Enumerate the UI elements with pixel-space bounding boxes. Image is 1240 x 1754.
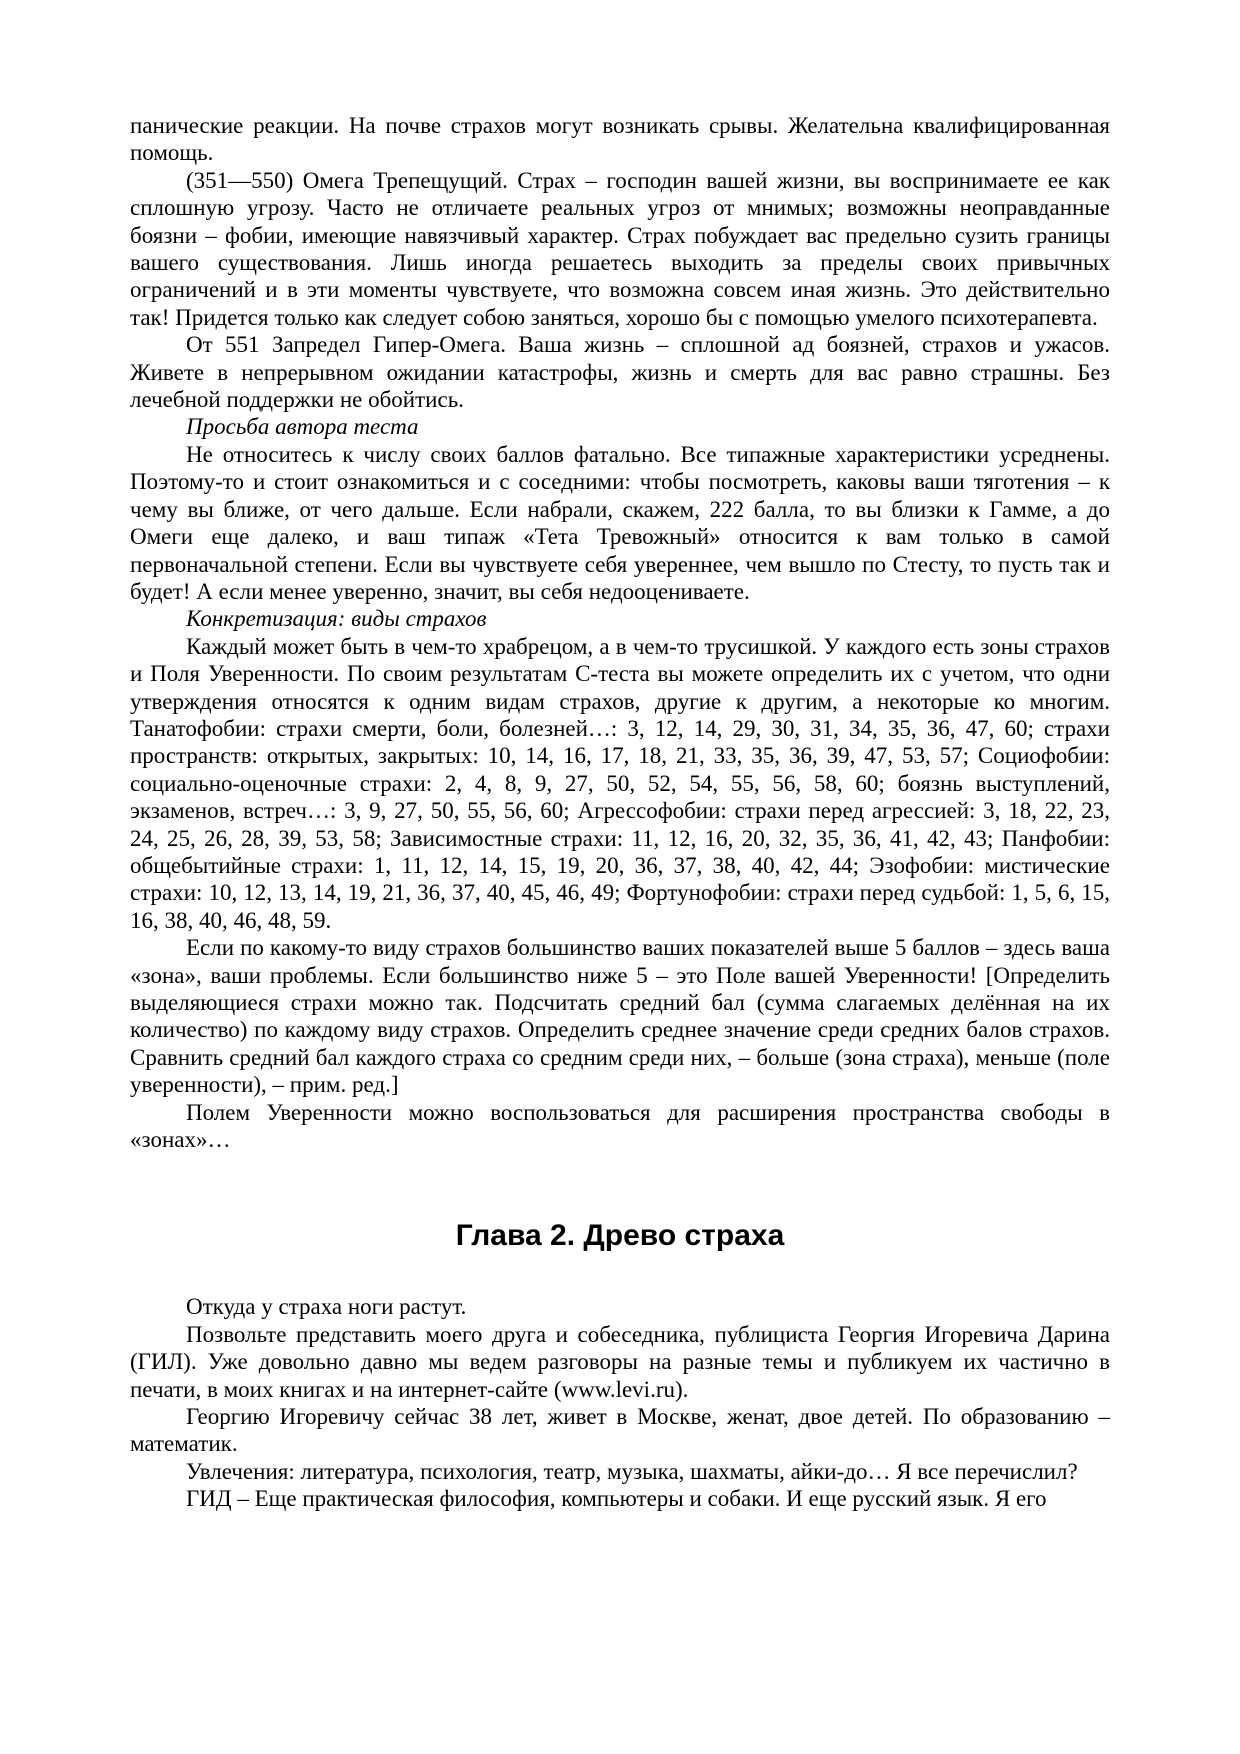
paragraph: Полем Уверенности можно воспользоваться для расширения пространства свободы в «зонах»…: [130, 1099, 1110, 1153]
paragraph: Увлечения: литература, психология, театр, музыка, шахматы, айки-до… Я все перечислил?: [186, 1458, 1078, 1484]
paragraph: От 551 Запредел Гипер-Омега. Ваша жизнь – сплошной ад боязней, страхов и ужасов. Живете в непрерывном ожидании катастрофы, жизнь и смерть для вас равно страшны. Без лечебной поддержки не обойтись.: [130, 332, 1110, 413]
paragraph: Каждый может быть в чем-то храбрецом, а в чем-то трусишкой. У каждого есть зоны страхов и Поля Уверенности. По своим результатам С-теста вы можете определить их с учетом, что одни утверждения относятся к одним видам страхов, другие к другим, а некоторые ко многим. Танатофобии: страхи смерти, боли, болезней…: 3, 12, 14, 29, 30, 31, 34, 35, 36, 47, 60; страхи пространств: открытых, закрытых: 10, 14, 16, 17, 18, 21, 33, 35, 36, 39, 47, 53, 57; Социофобии: социально-оценочные страхи: 2, 4, 8, 9, 27, 50, 52, 54, 55, 56, 58, 60; боязнь выступлений, экзаменов, встреч…: 3, 9, 27, 50, 55, 56, 60; Агрессофобии: страхи перед агрессией: 3, 18, 22, 23, 24, 25, 26, 28, 39, 53, 58; Зависимостные страхи: 11, 12, 16, 20, 32, 35, 36, 41, 42, 43; Панфобии: общебытийные страхи: 1, 11, 12, 14, 15, 19, 20, 36, 37, 38, 40, 42, 44; Эзофобии: мистические страхи: 10, 12, 13, 14, 19, 21, 36, 37, 40, 45, 46, 49; Фортунофобии: страхи перед судьбой: 1, 5, 6, 15, 16, 38, 40, 46, 48, 59.: [130, 633, 1110, 933]
paragraph: (351—550) Омега Трепещущий. Страх – господин вашей жизни, вы воспринимаете ее как сплошную угрозу. Часто не отличаете реальных угроз от мнимых; возможны неоправданные боязни – фобии, имеющие навязчивый характер. Страх побуждает вас предельно сузить границы вашего существования. Лишь иногда решаетесь выходить за пределы своих привычных ограничений и в эти моменты чувствуете, что возможна совсем иная жизнь. Это действительно так! Придется только как следует собою заняться, хорошо бы с помощью умелого психотерапевта.: [130, 167, 1110, 330]
paragraph: панические реакции. На почве страхов могут возникать срывы. Желательна квалифицированная помощь.: [130, 113, 1110, 166]
paragraph: ГИД – Еще практическая философия, компьютеры и собаки. И еще русский язык. Я его: [186, 1486, 1047, 1512]
paragraph: Георгию Игоревичу сейчас 38 лет, живет в Москве, женат, двое детей. По образованию – математик.: [130, 1404, 1110, 1457]
paragraph: Позвольте представить моего друга и собеседника, публициста Георгия Игоревича Дарина (ГИЛ). Уже довольно давно мы ведем разговоры на разные темы и публикуем их частично в печати, в моих книгах и на интернет-сайте (www.levi.ru).: [130, 1321, 1110, 1402]
paragraph: Если по какому-то виду страхов большинство ваших показателей выше 5 баллов – здесь ваша «зона», ваши проблемы. Если большинство ниже 5 – это Поле вашей Уверенности! [Определить выделяющиеся страхи можно так. Подсчитать средний бал (сумма слагаемых делённая на их количество) по каждому виду страхов. Определить среднее значение среди средних балов страхов. Сравнить средний бал каждого страха со средним среди них, – больше (зона страха), меньше (поле уверенности), – прим. ред.]: [130, 935, 1110, 1098]
chapter-heading: Глава 2. Древо страха: [455, 1219, 785, 1253]
subheading-author-request: Просьба автора теста: [186, 414, 419, 440]
paragraph: Откуда у страха ноги растут.: [186, 1294, 467, 1320]
paragraph: Не относитесь к числу своих баллов фатально. Все типажные характеристики усреднены. Поэтому-то и стоит ознакомиться и с соседними: чтобы посмотреть, каковы ваши тяготения – к чему вы ближе, от чего дальше. Если набрали, скажем, 222 балла, то вы близки к Гамме, а до Омеги еще далеко, и ваш типаж «Тета Тревожный» относится к вам только в самой первоначальной степени. Если вы чувствуете себя увереннее, чем вышло по Стесту, то пусть так и будет! А если менее уверенно, значит, вы себя недооцениваете.: [130, 441, 1110, 604]
subheading-fear-types: Конкретизация: виды страхов: [186, 606, 487, 632]
